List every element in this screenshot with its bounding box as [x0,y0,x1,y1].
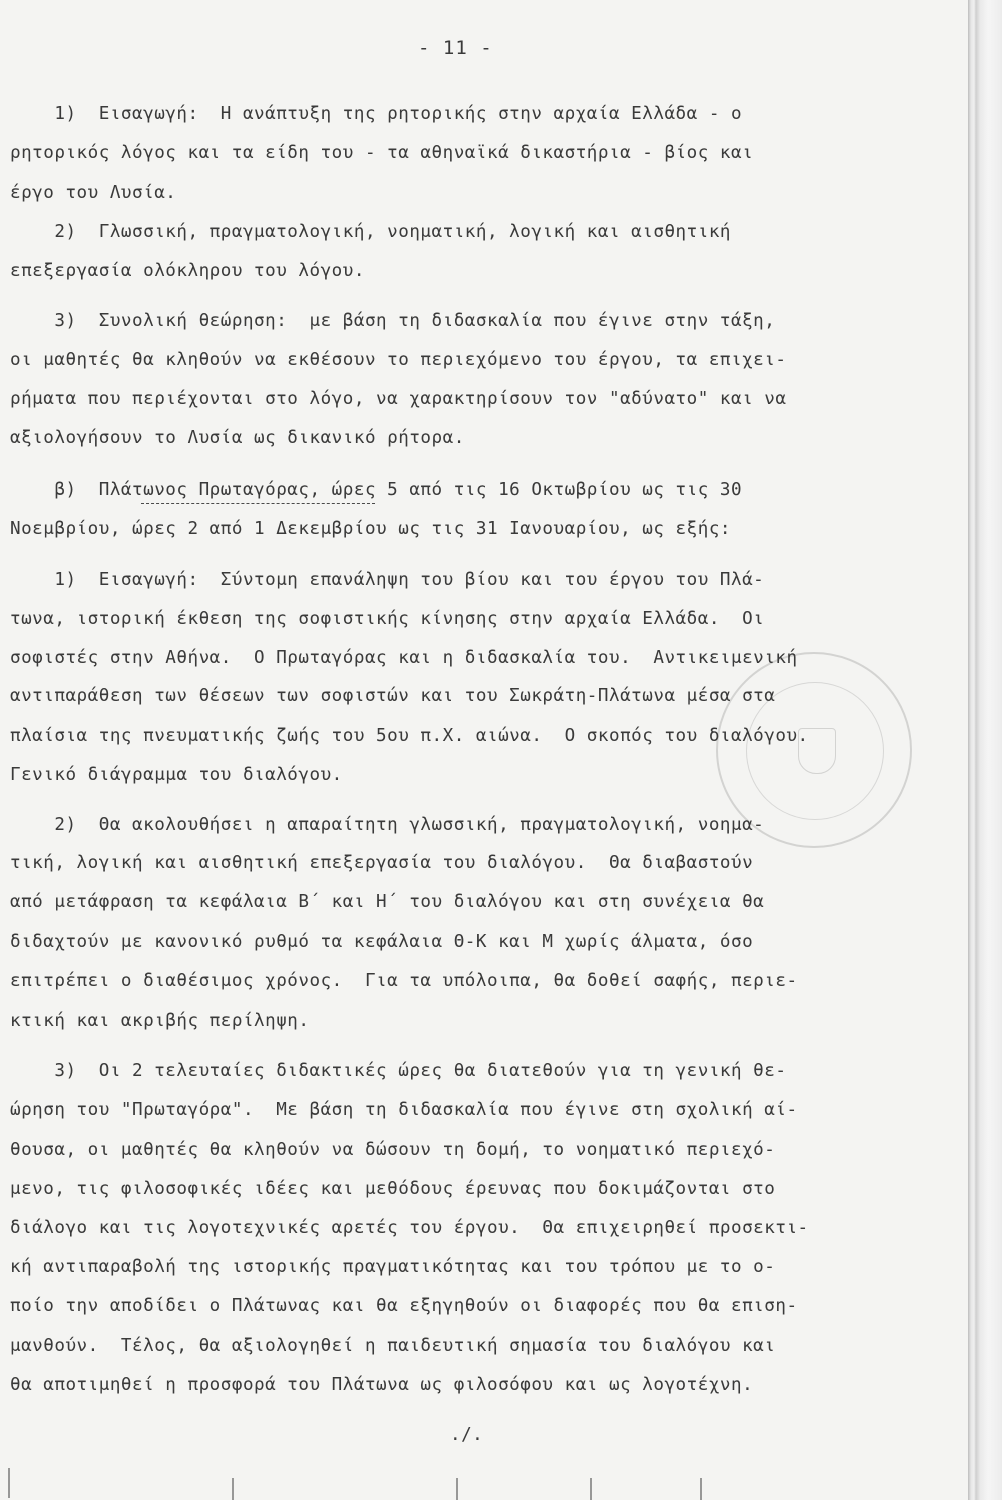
text-line: αντιπαράθεση των θέσεων των σοφιστών και του Σωκράτη-Πλάτωνα μέσα στα [10,686,776,706]
text-line: μανθούν. Τέλος, θα αξιολογηθεί η παιδευτική σημασία του διαλόγου και [10,1336,776,1356]
text-line: β) Πλάτωνος Πρωταγόρας, ώρες 5 από τις 16 Οκτωβρίου ως τις 30 [10,480,743,500]
text-line: μενο, τις φιλοσοφικές ιδέες και μεθόδους έρευνας που δοκιμάζονται στο [10,1179,776,1199]
text-line: 2) Γλωσσική, πραγματολογική, νοηματική, λογική και αισθητική [10,222,732,242]
scan-mark [8,1468,10,1498]
text-line: τωνα, ιστορική έκθεση της σοφιστικής κίνησης στην αρχαία Ελλάδα. Οι [10,609,765,629]
closing-mark: ./. [450,1425,484,1445]
scan-mark [590,1478,592,1500]
text-line: έργο του Λυσία. [10,183,177,203]
text-line: διάλογο και τις λογοτεχνικές αρετές του έργου. Θα επιχειρηθεί προσεκτι- [10,1218,809,1238]
text-line: τική, λογική και αισθητική επεξεργασία του διαλόγου. Θα διαβαστούν [10,853,754,873]
text-line: 3) Οι 2 τελευταίες διδακτικές ώρες θα διατεθούν για τη γενική θε- [10,1061,787,1081]
text-line: σοφιστές στην Αθήνα. Ο Πρωταγόρας και η διδασκαλία του. Αντικειμενική [10,648,798,668]
text-line: ρήματα που περιέχονται στο λόγο, να χαρακτηρίσουν τον "αδύνατο" και να [10,389,787,409]
text-line: οι μαθητές θα κληθούν να εκθέσουν το περιεχόμενο του έργου, τα επιχει- [10,350,787,370]
text-line: πλαίσια της πνευματικής ζωής του 5ου π.Χ. αιώνα. Ο σκοπός του διαλόγου. [10,726,809,746]
text-line: ρητορικός λόγος και τα είδη του - τα αθηναϊκά δικαστήρια - βίος και [10,143,754,163]
text-line: ώρηση του "Πρωταγόρα". Με βάση τη διδασκαλία που έγινε στη σχολική αί- [10,1100,798,1120]
scan-mark [232,1478,234,1500]
text-line: από μετάφραση τα κεφάλαια Β΄ και Η΄ του διαλόγου και στη συνέχεια θα [10,892,765,912]
text-line: 2) Θα ακολουθήσει η απαραίτητη γλωσσική, πραγματολογική, νοημα- [10,815,765,835]
scan-mark [456,1478,458,1500]
text-line: θουσα, οι μαθητές θα κληθούν να δώσουν τη δομή, το νοηματικό περιεχό- [10,1140,776,1160]
text-line: επεξεργασία ολόκληρου του λόγου. [10,261,365,281]
text-line: θα αποτιμηθεί η προσφορά του Πλάτωνα ως φιλοσόφου και ως λογοτέχνη. [10,1375,754,1395]
text-line: διδαχτούν με κανονικό ρυθμό τα κεφάλαια Θ-Κ και Μ χωρίς άλματα, όσο [10,932,754,952]
text-line: αξιολογήσουν το Λυσία ως δικανικό ρήτορα. [10,428,465,448]
text-line: κτική και ακριβής περίληψη. [10,1011,310,1031]
text-line: επιτρέπει ο διαθέσιμος χρόνος. Για τα υπόλοιπα, θα δοθεί σαφής, περιε- [10,971,798,991]
title-underline [141,503,375,504]
text-line: ποίο την αποδίδει ο Πλάτωνας και θα εξηγηθούν οι διαφορές που θα επιση- [10,1296,798,1316]
text-line: 1) Εισαγωγή: Η ανάπτυξη της ρητορικής στην αρχαία Ελλάδα - ο [10,104,743,124]
text-line: 3) Συνολική θεώρηση: με βάση τη διδασκαλία που έγινε στην τάξη, [10,311,776,331]
text-line: Γενικό διάγραμμα του διαλόγου. [10,765,343,785]
binding-edge [968,0,1002,1500]
text-line: 1) Εισαγωγή: Σύντομη επανάληψη του βίου και του έργου του Πλά- [10,570,765,590]
show-through-text [80,62,162,82]
scan-mark [700,1478,702,1500]
text-line: κή αντιπαραβολή της ιστορικής πραγματικότητας και του τρόπου με το ο- [10,1257,776,1277]
text-line: Νοεμβρίου, ώρες 2 από 1 Δεκεμβρίου ως τις 31 Ιανουαρίου, ως εξής: [10,519,732,539]
page-number: - 11 - [418,37,493,59]
